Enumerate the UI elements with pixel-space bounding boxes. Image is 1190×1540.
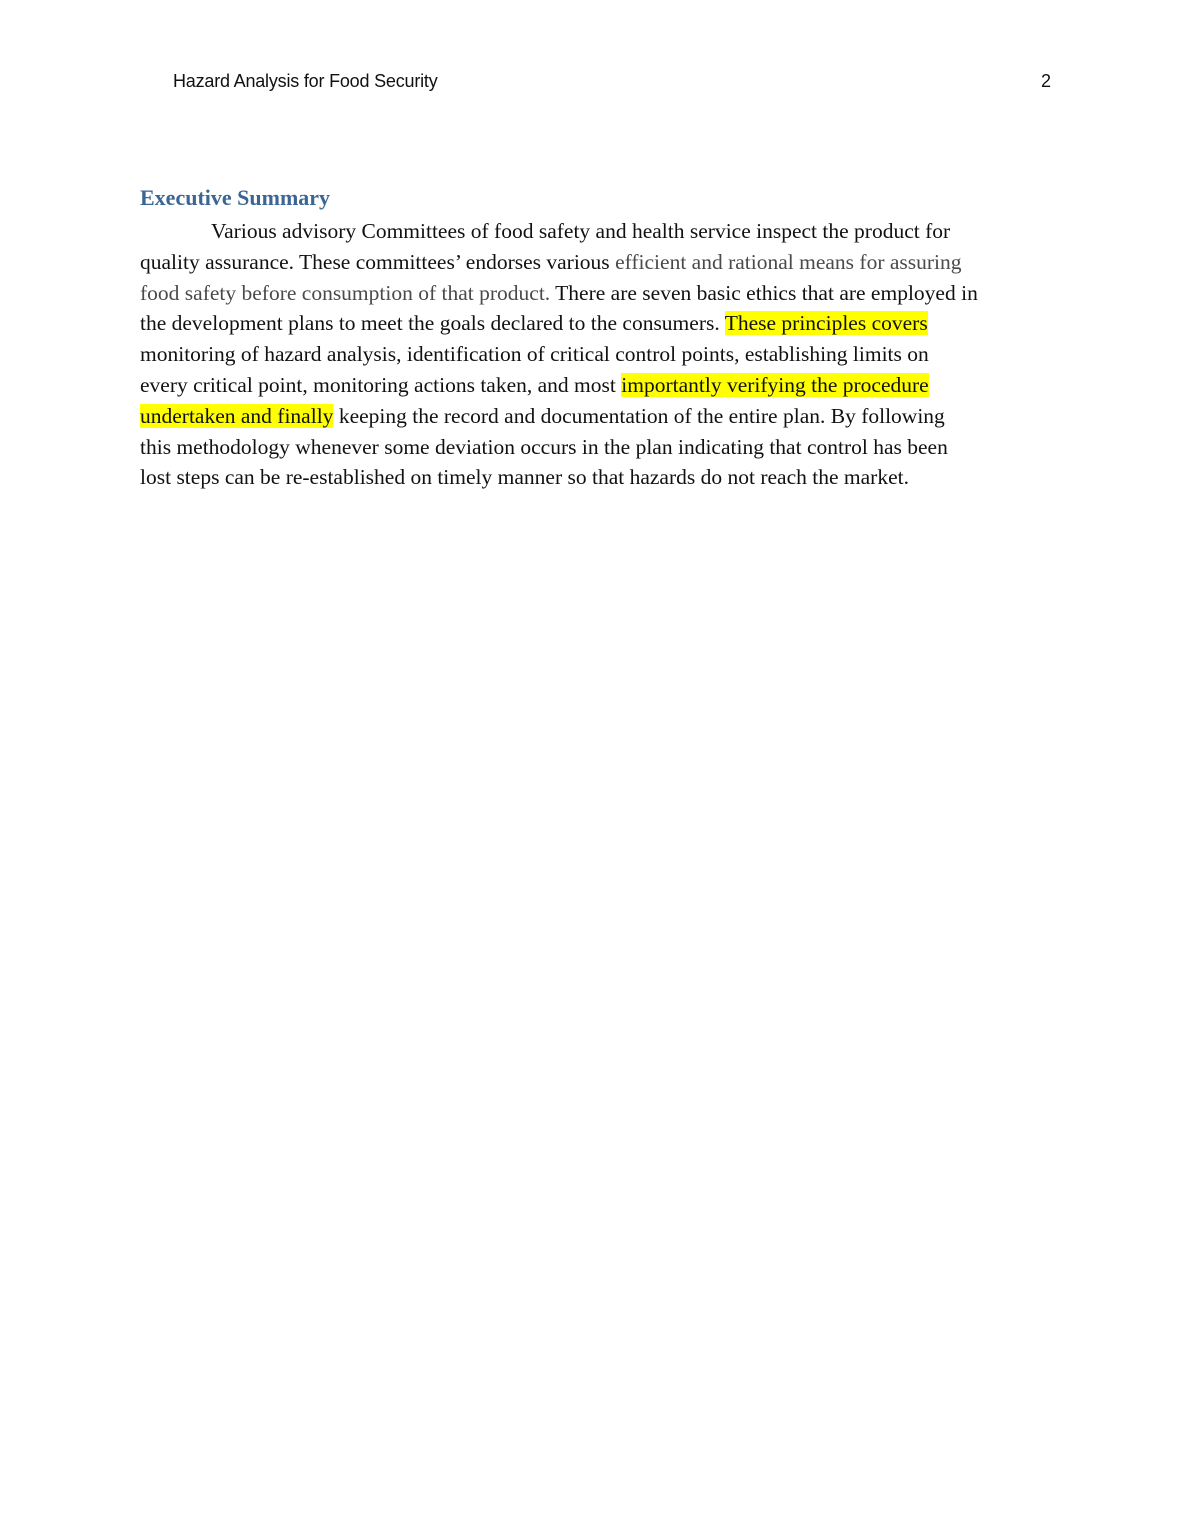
line-text: Various advisory Committees of food safety and health service inspect the product for <box>211 219 951 243</box>
line-text: There are seven basic ethics that are employed in <box>550 280 978 305</box>
paragraph-line-3 <box>140 278 1060 309</box>
gray-text-span: efficient and rational means for assuring <box>615 249 962 274</box>
page-number: 2 <box>1040 71 1051 91</box>
paragraph-line-4 <box>140 308 1060 339</box>
section-heading: Executive Summary <box>140 185 331 210</box>
highlighted-text-span: These principles covers <box>724 311 928 336</box>
gray-text-span: food safety before consumption of that product. <box>140 280 551 305</box>
paragraph-line-9 <box>140 462 1060 493</box>
highlighted-text-span: undertaken and finally <box>140 403 334 428</box>
line-text: quality assurance. These committees’ endorses various <box>140 249 616 274</box>
line-text: lost steps can be re-established on timely manner so that hazards do not reach the market. <box>140 465 909 490</box>
highlighted-text-span: importantly verifying the procedure <box>621 372 929 397</box>
paragraph-line-7 <box>140 401 1060 432</box>
line-text: keeping the record and documentation of the entire plan. By following <box>333 403 945 428</box>
paragraph-line-5 <box>140 339 1060 370</box>
paragraph-line-1 <box>140 216 1060 247</box>
paragraph-line-6 <box>140 370 1060 401</box>
running-header-title: Hazard Analysis for Food Security <box>173 71 438 91</box>
line-text: every critical point, monitoring actions taken, and most <box>140 372 622 397</box>
executive-summary-paragraph <box>140 216 1060 493</box>
line-text: monitoring of hazard analysis, identification of critical control points, establishing limits on <box>140 342 929 367</box>
paragraph-line-8 <box>140 432 1060 463</box>
line-text: the development plans to meet the goals declared to the consumers. <box>140 311 725 336</box>
paragraph-line-2 <box>140 247 1060 278</box>
line-text: this methodology whenever some deviation occurs in the plan indicating that control has been <box>140 434 948 459</box>
